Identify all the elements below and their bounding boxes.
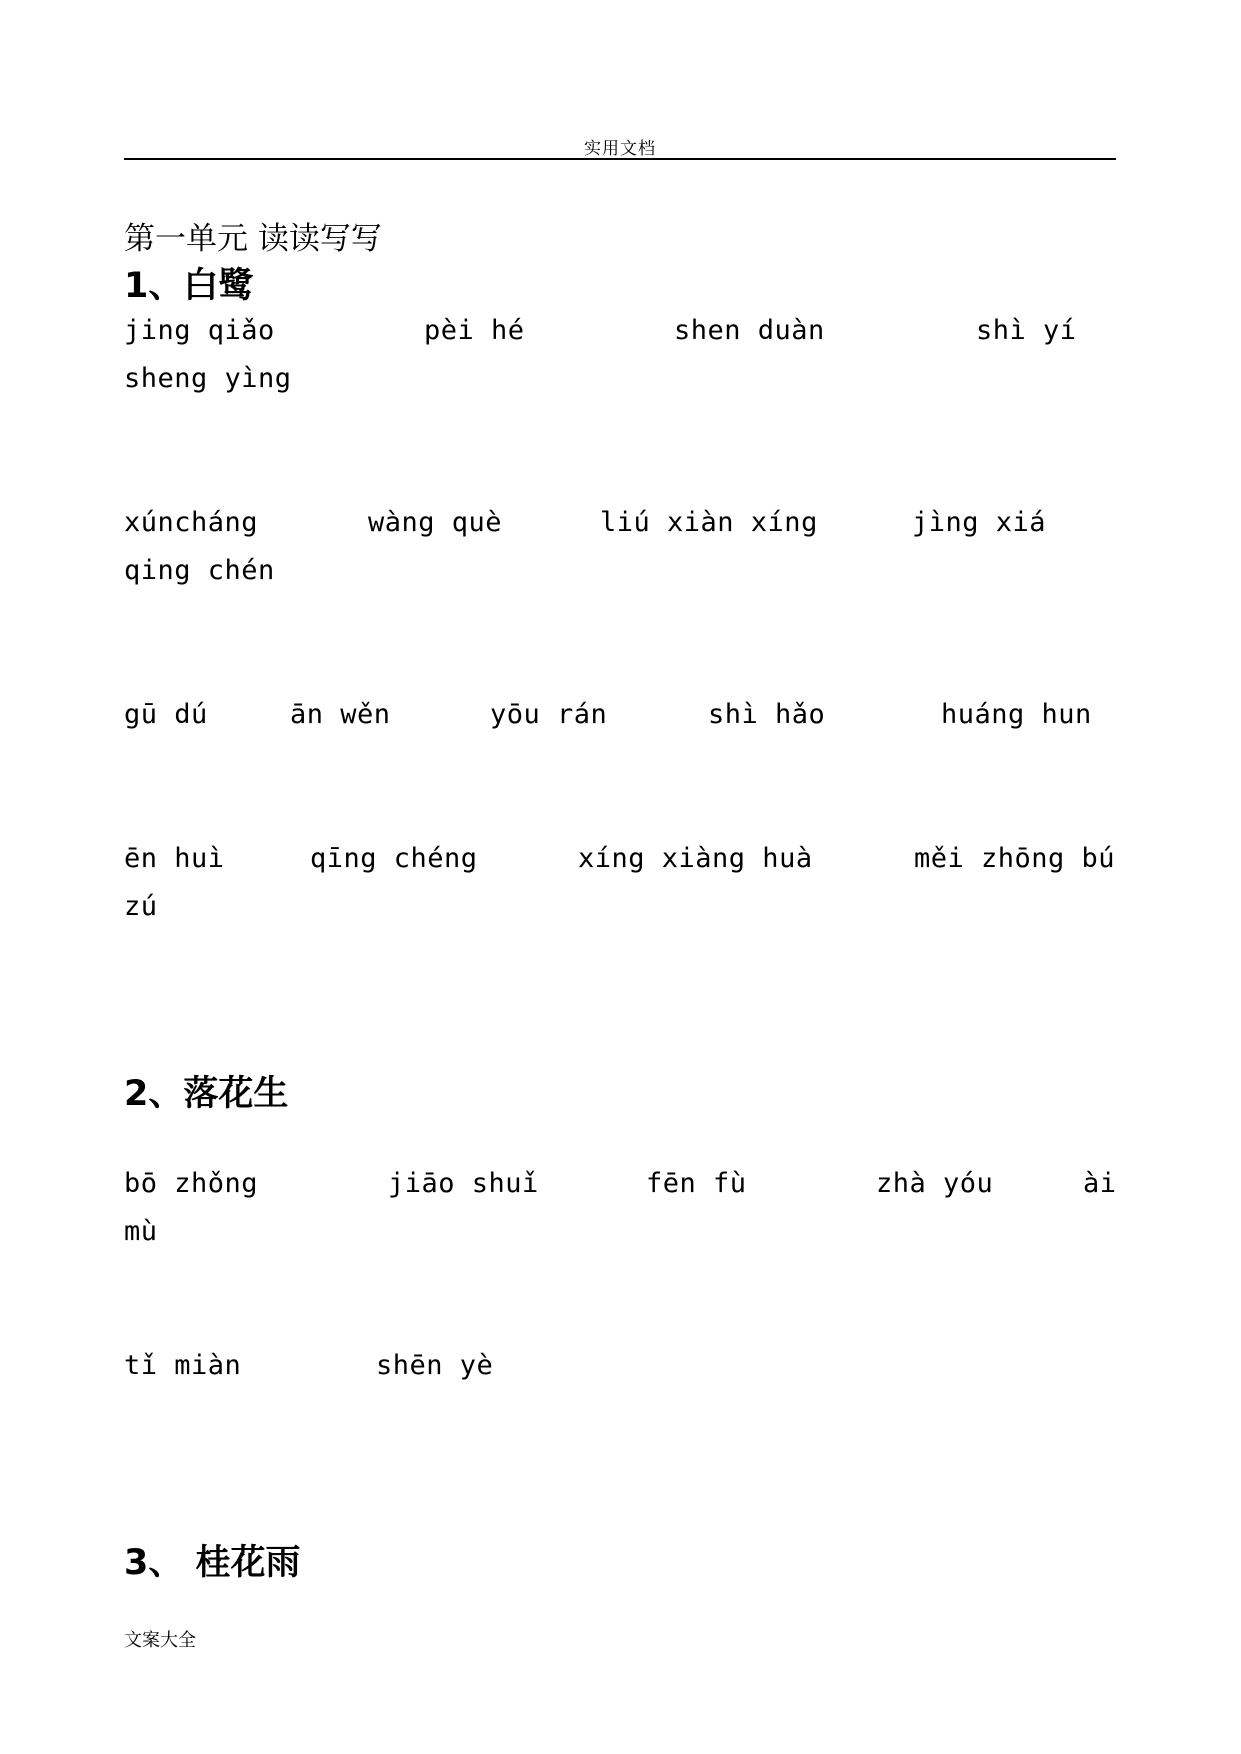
pinyin-word: měi zhōng bú <box>914 843 1116 874</box>
pinyin-word: bō zhǒng <box>124 1168 259 1199</box>
pinyin-word: ài <box>1083 1168 1117 1199</box>
page-header: 实用文档 <box>584 139 656 159</box>
pinyin-word: xúncháng <box>124 507 259 538</box>
pinyin-word: sheng yìng <box>124 363 292 394</box>
pinyin-word: shì hǎo <box>708 699 826 730</box>
pinyin-word: huáng hun <box>941 699 1092 730</box>
unit-title: 第一单元 读读写写 <box>124 221 382 257</box>
pinyin-word: zhà yóu <box>876 1168 994 1199</box>
lesson-title-3: 3、 桂花雨 <box>124 1543 301 1583</box>
lesson-title-2: 2、落花生 <box>124 1074 289 1114</box>
pinyin-word: shì yí <box>976 315 1077 346</box>
pinyin-word: qing chén <box>124 555 275 586</box>
pinyin-word: ān wěn <box>290 699 391 730</box>
header-divider <box>124 158 1116 160</box>
pinyin-word: shen duàn <box>674 315 825 346</box>
pinyin-word: qīng chéng <box>310 843 478 874</box>
pinyin-word: yōu rán <box>490 699 608 730</box>
pinyin-word: mù <box>124 1216 158 1247</box>
pinyin-word: gū dú <box>124 699 208 730</box>
pinyin-word: jìng xiá <box>912 507 1047 538</box>
pinyin-word: jing qiǎo <box>124 315 275 346</box>
pinyin-word: pèi hé <box>424 315 525 346</box>
pinyin-word: fēn fù <box>646 1168 747 1199</box>
pinyin-word: liú xiàn xíng <box>600 507 818 538</box>
pinyin-word: wàng què <box>368 507 503 538</box>
pinyin-word: xíng xiàng huà <box>578 843 813 874</box>
pinyin-word: tǐ miàn <box>124 1350 242 1381</box>
pinyin-word: zú <box>124 891 158 922</box>
pinyin-word: ēn huì <box>124 843 225 874</box>
pinyin-word: shēn yè <box>376 1350 494 1381</box>
pinyin-word: jiāo shuǐ <box>388 1168 539 1199</box>
page-footer: 文案大全 <box>124 1630 196 1651</box>
lesson-title-1: 1、白鹭 <box>124 266 254 306</box>
